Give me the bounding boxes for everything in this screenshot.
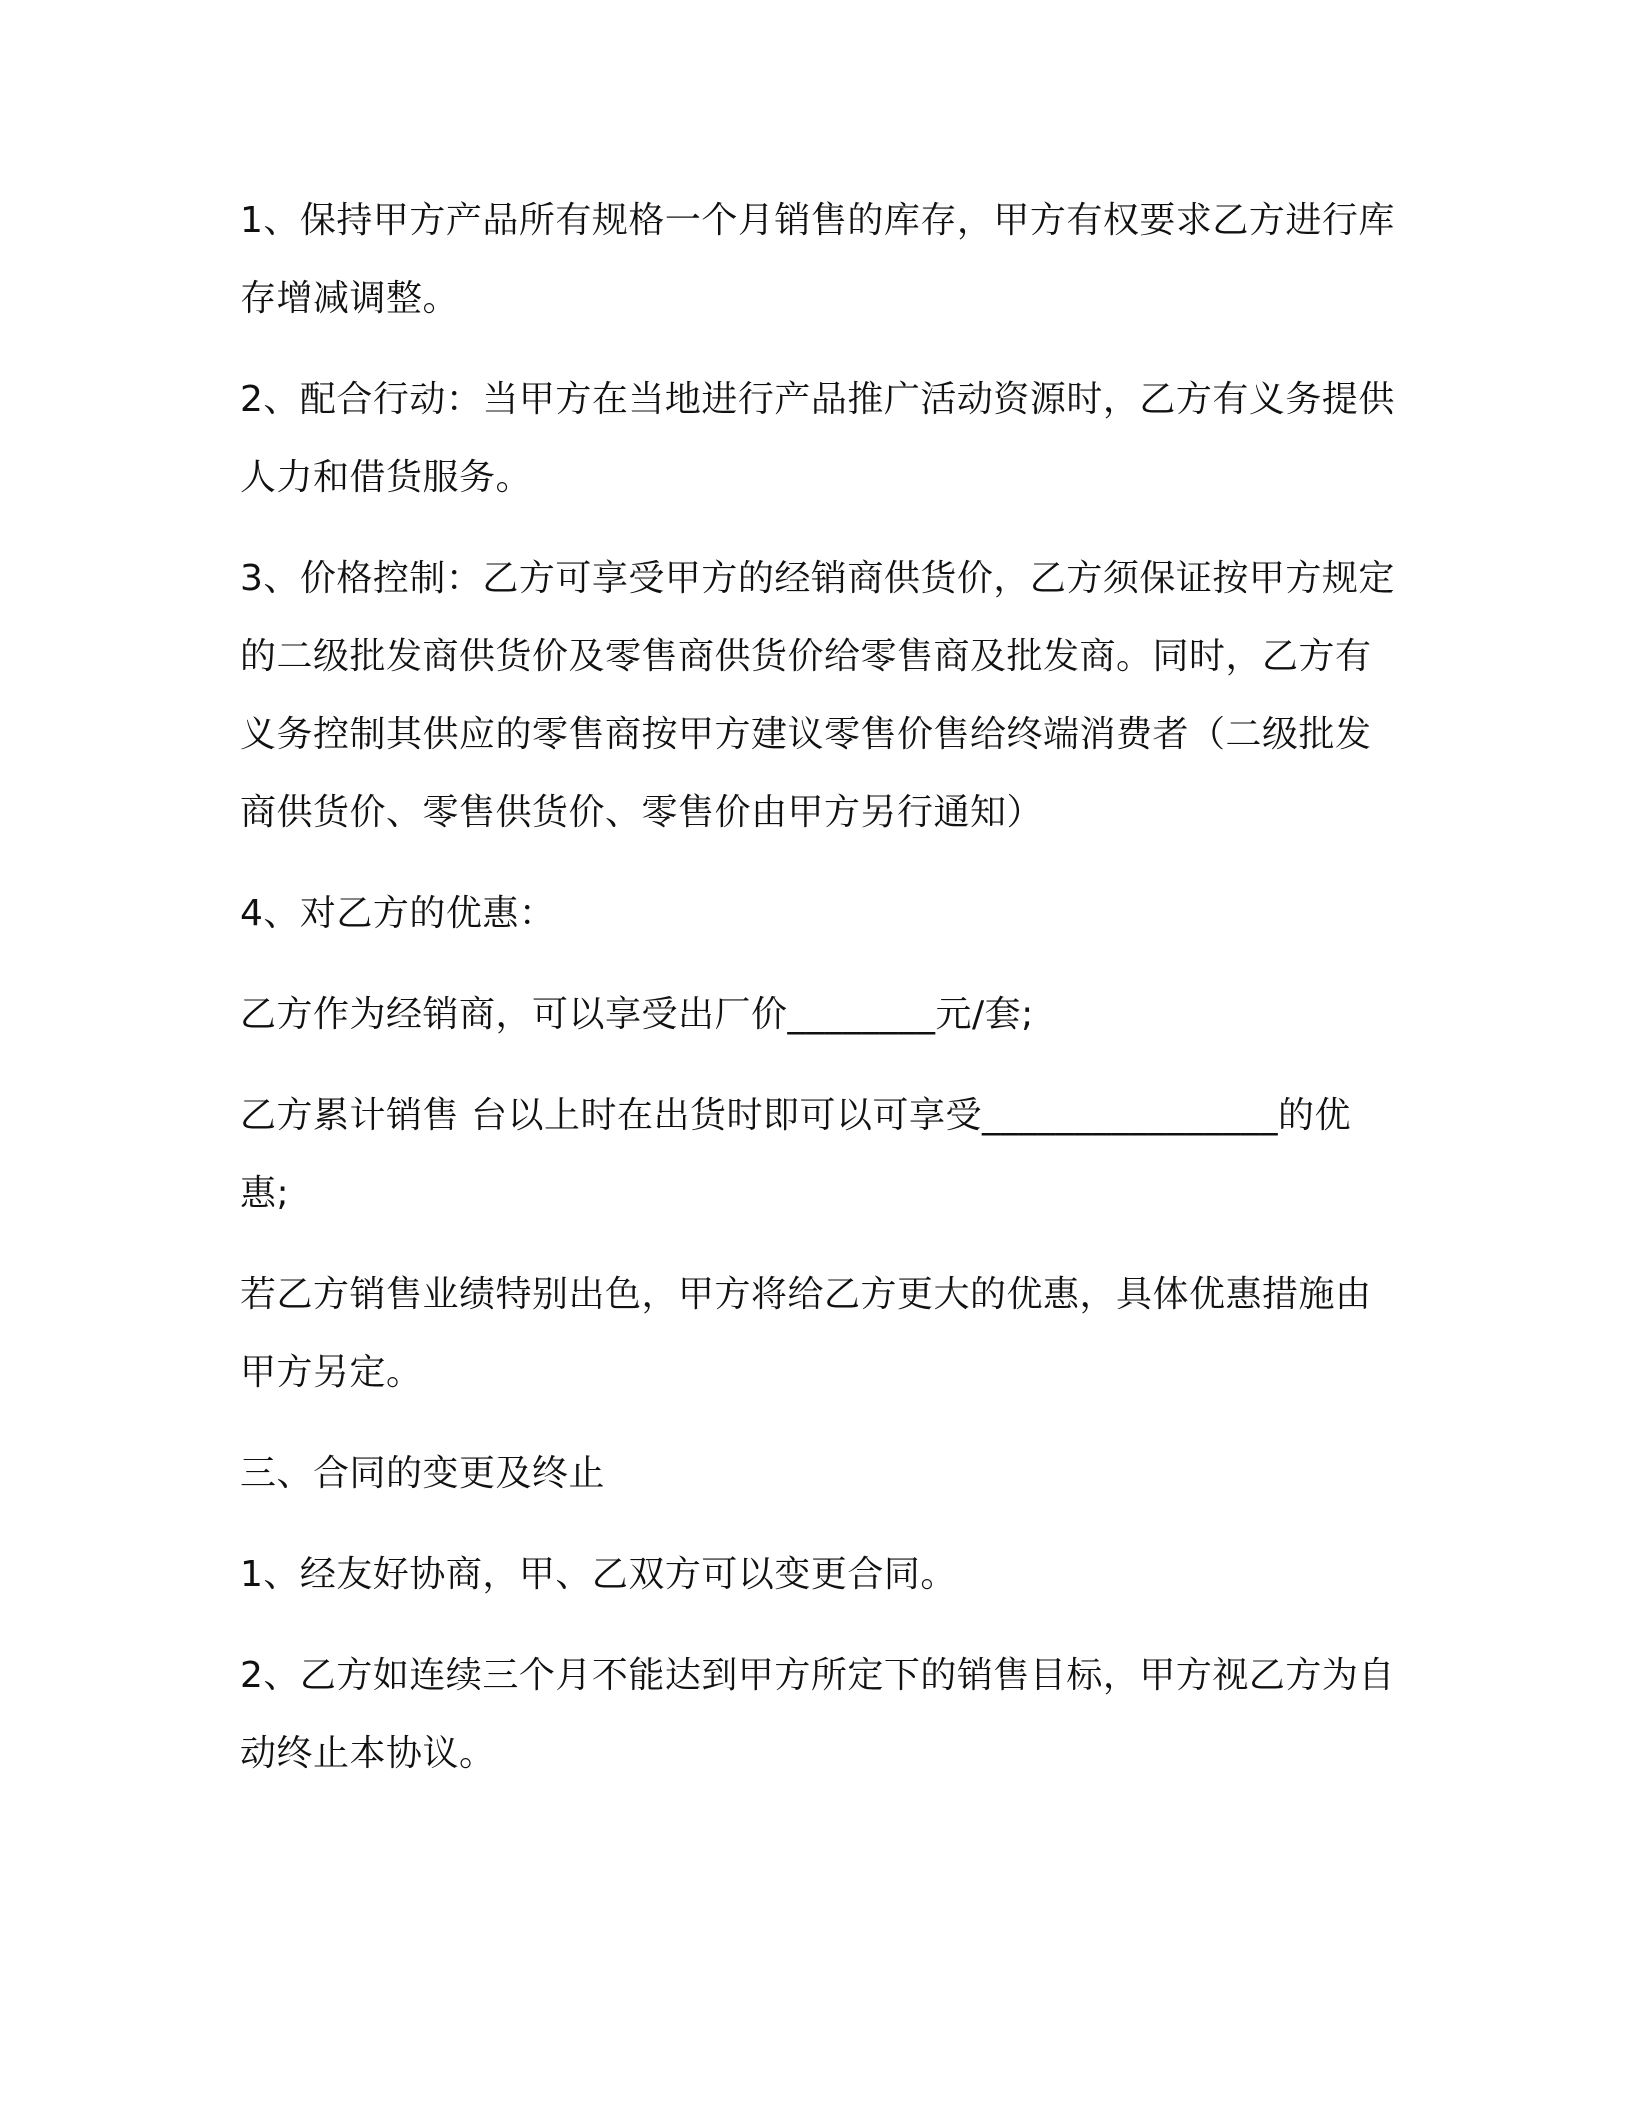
- discount-cumulative-sales: 乙方累计销售 台以上时在出货时即可以可享受________________的优惠;: [240, 1095, 1351, 1214]
- discount-factory-price: 乙方作为经销商，可以享受出厂价________元/套;: [240, 994, 1034, 1035]
- clause-2-cooperation: 2、配合行动：当甲方在当地进行产品推广活动资源时，乙方有义务提供人力和借货服务。: [240, 379, 1395, 498]
- document-body: [240, 182, 1400, 1816]
- clause-3-price-control: 3、价格控制：乙方可享受甲方的经销商供货价，乙方须保证按甲方规定的二级批发商供货价及零售商供货价给零售商及批发商。同时，乙方有义务控制其供应的零售商按甲方建议零售价售给终端消费者（二级批发商供货价、零售供货价、零售价由甲方另行通知）: [240, 558, 1395, 833]
- discount-outstanding-performance: 若乙方销售业绩特别出色，甲方将给乙方更大的优惠，具体优惠措施由甲方另定。: [240, 1274, 1372, 1393]
- section-3-clause-2: 2、乙方如连续三个月不能达到甲方所定下的销售目标，甲方视乙方为自动终止本协议。: [240, 1655, 1395, 1774]
- section-3-clause-1: 1、经友好协商，甲、乙双方可以变更合同。: [240, 1554, 957, 1595]
- clause-1-inventory: 1、保持甲方产品所有规格一个月销售的库存，甲方有权要求乙方进行库存增减调整。: [240, 200, 1395, 319]
- section-3-heading: 三、合同的变更及终止: [240, 1453, 606, 1494]
- clause-4-discount-heading: 4、对乙方的优惠：: [240, 893, 556, 934]
